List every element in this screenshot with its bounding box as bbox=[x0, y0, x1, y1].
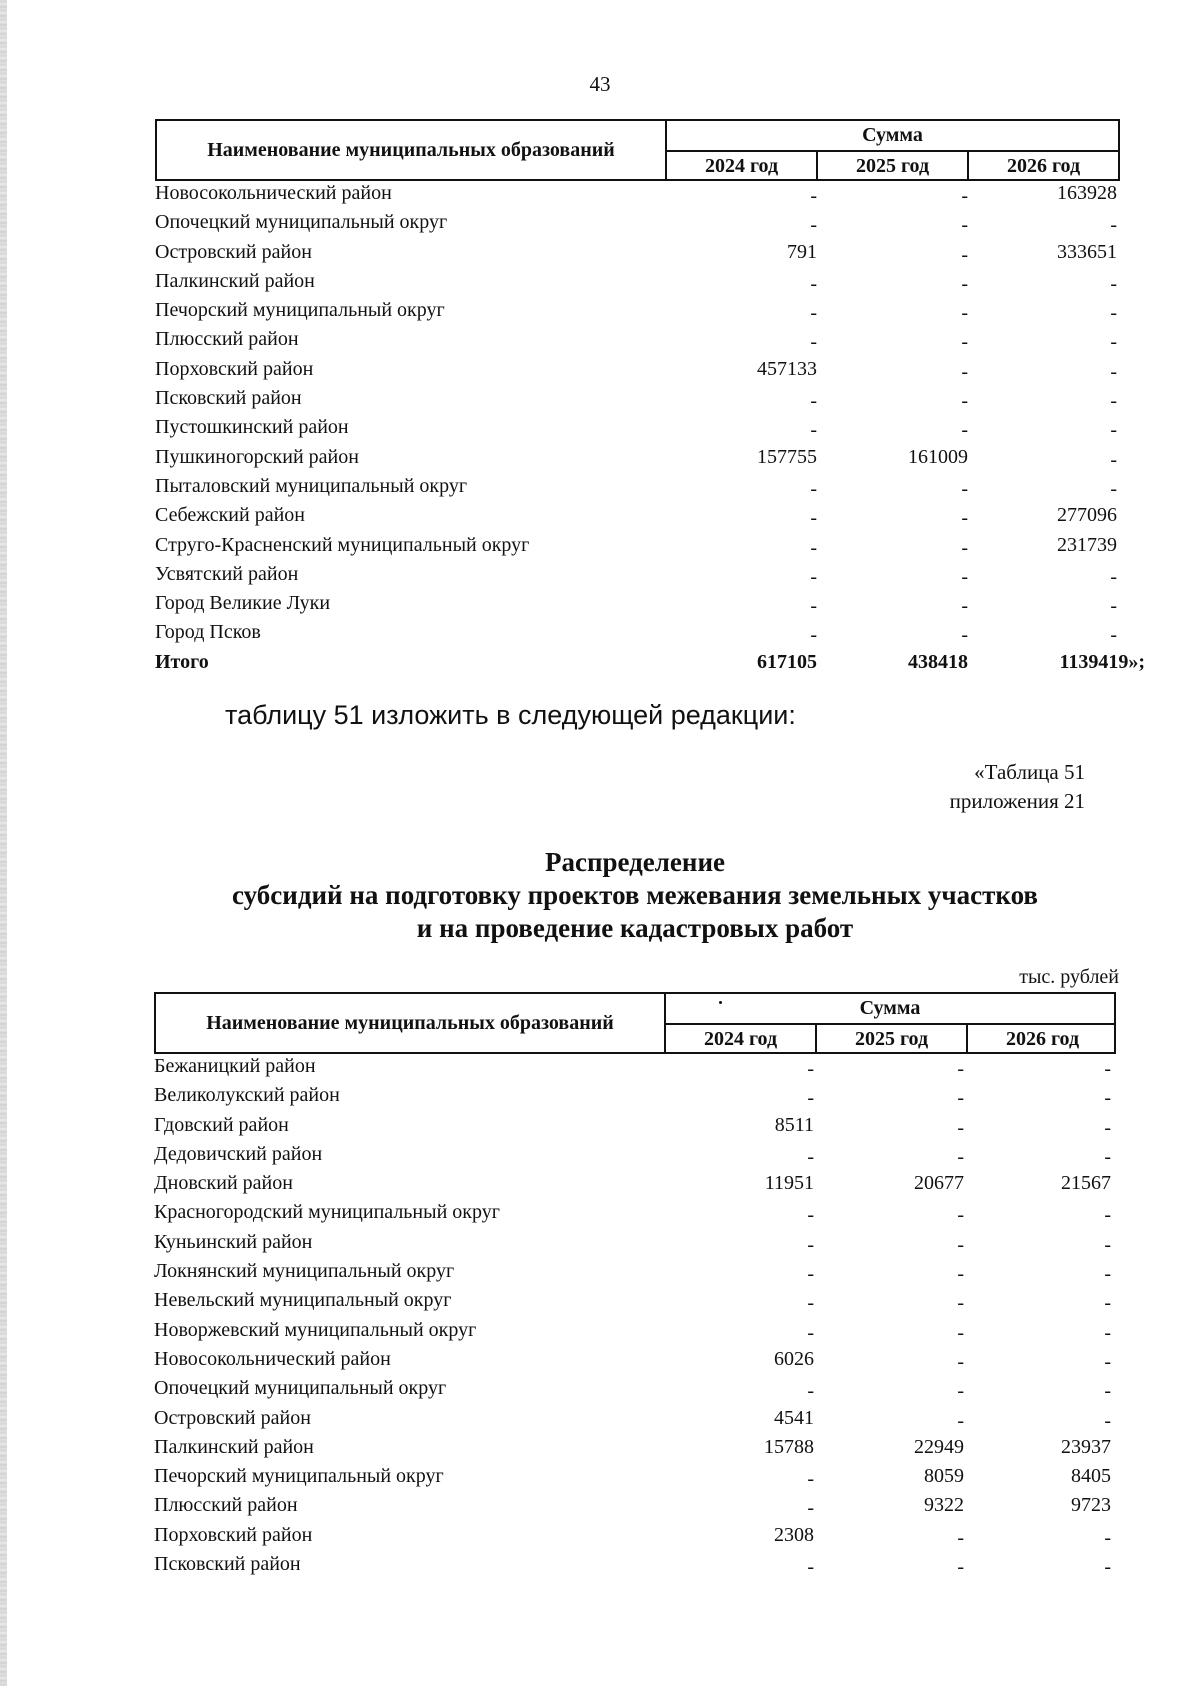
table1-header-year-2026: 2026 год bbox=[1006, 155, 1081, 177]
amount-2026: - bbox=[1104, 1409, 1111, 1432]
amount-2025: - bbox=[961, 419, 968, 442]
amount-2025: - bbox=[961, 507, 968, 530]
amount-2024: 457133 bbox=[757, 357, 817, 380]
total-amount-2025: 438418 bbox=[908, 650, 968, 673]
amount-2024: 8511 bbox=[774, 1113, 814, 1136]
municipality-name: Струго-Красненский муниципальный округ bbox=[155, 533, 530, 556]
amount-2024: - bbox=[810, 302, 817, 325]
amount-2026: - bbox=[1110, 477, 1117, 500]
table-row bbox=[154, 1113, 1119, 1142]
amount-2025: - bbox=[957, 1380, 964, 1403]
amount-2024: - bbox=[807, 1263, 814, 1286]
amount-2024: - bbox=[807, 1058, 814, 1080]
municipality-name: Плюсский район bbox=[154, 1494, 298, 1517]
table-row bbox=[155, 474, 1120, 503]
amount-2025: - bbox=[961, 595, 968, 618]
table-row bbox=[154, 1142, 1119, 1171]
table-row bbox=[154, 1376, 1119, 1405]
amount-2026: - bbox=[1104, 1116, 1111, 1139]
municipality-name: Себежский район bbox=[155, 504, 305, 527]
amount-2026: 21567 bbox=[1061, 1172, 1111, 1195]
municipality-name: Усвятский район bbox=[155, 562, 299, 585]
table2-header-year-2025: 2025 год bbox=[817, 1025, 968, 1052]
amount-2024: - bbox=[810, 214, 817, 237]
amount-2026: 163928 bbox=[1057, 182, 1117, 204]
table-row bbox=[154, 1054, 1119, 1083]
table-row bbox=[155, 503, 1120, 532]
amount-2026: - bbox=[1110, 302, 1117, 325]
amount-2025: - bbox=[957, 1292, 964, 1315]
amount-2024: - bbox=[810, 185, 817, 207]
table-row bbox=[155, 591, 1120, 620]
municipality-name: Псковский район bbox=[155, 387, 302, 410]
amount-2024: - bbox=[807, 1145, 814, 1168]
table-row bbox=[154, 1083, 1119, 1112]
amount-2024: - bbox=[807, 1321, 814, 1344]
municipality-name: Невельский муниципальный округ bbox=[154, 1289, 452, 1312]
table-row bbox=[154, 1552, 1119, 1581]
amount-2024: - bbox=[810, 390, 817, 413]
municipality-name: Опочецкий муниципальный округ bbox=[154, 1377, 447, 1400]
amount-2024: - bbox=[810, 419, 817, 442]
amount-2025: - bbox=[957, 1087, 964, 1110]
amount-2024: 15788 bbox=[764, 1435, 814, 1458]
amount-2025: - bbox=[961, 272, 968, 295]
amount-2026: - bbox=[1104, 1292, 1111, 1315]
table1-header-sum: Сумма bbox=[667, 121, 1118, 152]
amount-2024: - bbox=[807, 1468, 814, 1491]
table-row bbox=[155, 327, 1120, 356]
amount-2026: - bbox=[1104, 1526, 1111, 1549]
amount-2025: - bbox=[961, 243, 968, 266]
total-amount-2024: 617105 bbox=[757, 650, 817, 673]
table1-header-year-2024: 2024 год bbox=[667, 152, 818, 179]
amount-2024: - bbox=[810, 477, 817, 500]
document-title-line3: и на проведение кадастровых работ bbox=[416, 913, 854, 943]
amount-2026: - bbox=[1104, 1087, 1111, 1110]
amount-2024: - bbox=[810, 507, 817, 530]
municipality-name: Порховский район bbox=[155, 357, 314, 380]
table-row bbox=[154, 1200, 1119, 1229]
amount-2024: - bbox=[810, 536, 817, 559]
amount-2024: - bbox=[810, 624, 817, 647]
municipality-name: Локнянский муниципальный округ bbox=[154, 1260, 455, 1283]
amount-2024: - bbox=[810, 595, 817, 618]
table1-header bbox=[155, 119, 1120, 181]
table-row bbox=[154, 1406, 1119, 1435]
amount-2026: - bbox=[1104, 1380, 1111, 1403]
municipality-name: Бежаницкий район bbox=[154, 1055, 316, 1077]
table-row bbox=[154, 1493, 1119, 1522]
table-row bbox=[154, 1259, 1119, 1288]
table-row bbox=[155, 533, 1120, 562]
amount-2026: - bbox=[1104, 1058, 1111, 1080]
amount-2026: 8405 bbox=[1071, 1465, 1111, 1488]
amount-2026: - bbox=[1104, 1263, 1111, 1286]
amount-2025: - bbox=[957, 1233, 964, 1256]
municipality-name: Порховский район bbox=[154, 1523, 313, 1546]
table-row bbox=[154, 1288, 1119, 1317]
amount-2026: - bbox=[1104, 1145, 1111, 1168]
amount-2025: - bbox=[957, 1204, 964, 1227]
amount-2024: - bbox=[807, 1556, 814, 1579]
amount-2024: - bbox=[807, 1380, 814, 1403]
instruction-text: таблицу 51 изложить в следующей редакции: bbox=[225, 700, 796, 730]
municipality-name: Палкинский район bbox=[155, 269, 315, 292]
amount-2025: 9322 bbox=[924, 1494, 964, 1517]
amount-2026: 277096 bbox=[1057, 504, 1117, 527]
table1-body bbox=[155, 181, 1145, 679]
table-row bbox=[154, 1230, 1119, 1259]
amount-2026: 231739 bbox=[1057, 533, 1117, 556]
table-row bbox=[155, 298, 1120, 327]
municipality-name: Островский район bbox=[154, 1406, 311, 1429]
amount-2026: - bbox=[1110, 624, 1117, 647]
amount-2024: - bbox=[807, 1204, 814, 1227]
scan-edge bbox=[0, 0, 7, 1686]
amount-2026: - bbox=[1104, 1204, 1111, 1227]
amount-2026: - bbox=[1104, 1321, 1111, 1344]
table-row bbox=[155, 269, 1120, 298]
amount-2025: - bbox=[961, 477, 968, 500]
amount-2026: - bbox=[1104, 1556, 1111, 1579]
municipality-name: Куньинский район bbox=[154, 1230, 313, 1253]
amount-2026: - bbox=[1110, 214, 1117, 237]
amount-2025: - bbox=[961, 390, 968, 413]
municipality-name: Островский район bbox=[155, 240, 312, 263]
municipality-name: Плюсский район bbox=[155, 328, 299, 351]
amount-2025: - bbox=[957, 1321, 964, 1344]
municipality-name: Дновский район bbox=[154, 1172, 293, 1195]
document-title-line1: Распределение bbox=[544, 847, 726, 877]
table2-header-year-2026: 2026 год bbox=[1005, 1028, 1080, 1050]
amount-2025: - bbox=[957, 1409, 964, 1432]
municipality-name: Печорский муниципальный округ bbox=[154, 1465, 444, 1488]
document-title-line2: субсидий на подготовку проектов межевания земельных участков bbox=[232, 880, 1038, 910]
amount-2024: - bbox=[810, 272, 817, 295]
total-row bbox=[155, 650, 1145, 679]
amount-2026: - bbox=[1104, 1233, 1111, 1256]
table-row bbox=[155, 386, 1120, 415]
table2-header-name: Наименование муниципальных образований bbox=[156, 994, 666, 1052]
amount-2026: - bbox=[1110, 331, 1117, 354]
table-caption-line1: «Таблица 51 bbox=[974, 760, 1085, 784]
municipality-name: Город Великие Луки bbox=[155, 592, 331, 615]
amount-2025: - bbox=[961, 360, 968, 383]
amount-2025: - bbox=[961, 302, 968, 325]
amount-2024: - bbox=[807, 1087, 814, 1110]
municipality-name: Опочецкий муниципальный округ bbox=[155, 211, 448, 234]
table-row bbox=[154, 1523, 1119, 1552]
amount-2025: - bbox=[957, 1556, 964, 1579]
amount-2026: - bbox=[1104, 1350, 1111, 1373]
table-row bbox=[155, 181, 1120, 210]
amount-2025: - bbox=[961, 536, 968, 559]
table-row bbox=[155, 357, 1120, 386]
municipality-name: Пушкиногорский район bbox=[155, 445, 359, 468]
amount-2024: - bbox=[810, 565, 817, 588]
page-number: 43 bbox=[589, 72, 611, 96]
municipality-name: Палкинский район bbox=[154, 1435, 314, 1458]
table2-header-sum: Сумма bbox=[666, 994, 1114, 1025]
total-amount-2026: 1139419»; bbox=[1059, 650, 1145, 673]
amount-2024: - bbox=[807, 1497, 814, 1520]
table-row bbox=[155, 240, 1120, 269]
municipality-name: Пыталовский муниципальный округ bbox=[155, 474, 468, 497]
table-row bbox=[155, 562, 1120, 591]
amount-2024: 6026 bbox=[774, 1347, 814, 1370]
table1-header-year-2025: 2025 год bbox=[818, 152, 969, 179]
amount-2025: - bbox=[957, 1350, 964, 1373]
amount-2024: 791 bbox=[787, 240, 817, 263]
amount-2024: 11951 bbox=[764, 1172, 814, 1195]
amount-2026: 333651 bbox=[1057, 240, 1117, 263]
amount-2026: 23937 bbox=[1061, 1435, 1111, 1458]
total-label: Итого bbox=[155, 650, 209, 673]
amount-2025: 20677 bbox=[914, 1172, 964, 1195]
table-row bbox=[154, 1347, 1119, 1376]
amount-2026: - bbox=[1110, 419, 1117, 442]
amount-2024: 4541 bbox=[774, 1406, 814, 1429]
municipality-name: Дедовичский район bbox=[154, 1142, 323, 1165]
amount-2026: 9723 bbox=[1071, 1494, 1111, 1517]
municipality-name: Город Псков bbox=[155, 621, 261, 644]
municipality-name: Новоржевский муниципальный округ bbox=[154, 1318, 477, 1341]
amount-2025: - bbox=[961, 565, 968, 588]
amount-2025: 22949 bbox=[914, 1435, 964, 1458]
amount-2025: - bbox=[961, 214, 968, 237]
table2-header-year-2024: 2024 год bbox=[666, 1025, 817, 1052]
table2-body bbox=[154, 1054, 1119, 1581]
table1-header-name: Наименование муниципальных образований bbox=[157, 121, 667, 179]
table-row bbox=[154, 1435, 1119, 1464]
municipality-name: Псковский район bbox=[154, 1553, 301, 1576]
amount-2025: - bbox=[957, 1263, 964, 1286]
amount-2026: - bbox=[1110, 360, 1117, 383]
table-row bbox=[155, 210, 1120, 239]
amount-2025: - bbox=[957, 1145, 964, 1168]
amount-2026: - bbox=[1110, 390, 1117, 413]
amount-2025: - bbox=[961, 624, 968, 647]
table2-header bbox=[154, 992, 1116, 1054]
amount-2024: - bbox=[807, 1292, 814, 1315]
table-row bbox=[154, 1464, 1119, 1493]
municipality-name: Красногородский муниципальный округ bbox=[154, 1201, 500, 1224]
amount-2025: - bbox=[957, 1526, 964, 1549]
amount-2025: - bbox=[957, 1058, 964, 1080]
amount-2026: - bbox=[1110, 595, 1117, 618]
amount-2024: 2308 bbox=[774, 1523, 814, 1546]
table-row bbox=[155, 620, 1120, 649]
table-caption-line2: приложения 21 bbox=[949, 789, 1085, 813]
municipality-name: Печорский муниципальный округ bbox=[155, 299, 445, 322]
amount-2025: - bbox=[961, 185, 968, 207]
amount-2025: 161009 bbox=[908, 445, 968, 468]
table-row bbox=[155, 415, 1120, 444]
amount-2026: - bbox=[1110, 565, 1117, 588]
municipality-name: Гдовский район bbox=[154, 1113, 289, 1136]
amount-2025: - bbox=[957, 1116, 964, 1139]
table-row bbox=[154, 1318, 1119, 1347]
amount-2024: - bbox=[807, 1233, 814, 1256]
amount-2026: - bbox=[1110, 272, 1117, 295]
units-label: тыс. рублей bbox=[1019, 966, 1119, 988]
amount-2025: 8059 bbox=[924, 1465, 964, 1488]
amount-2024: 157755 bbox=[757, 445, 817, 468]
table-row bbox=[155, 445, 1120, 474]
amount-2025: - bbox=[961, 331, 968, 354]
municipality-name: Пустошкинский район bbox=[155, 416, 349, 439]
amount-2026: - bbox=[1110, 448, 1117, 471]
municipality-name: Новосокольнический район bbox=[155, 182, 392, 204]
amount-2024: - bbox=[810, 331, 817, 354]
scan-speck bbox=[719, 1001, 722, 1004]
municipality-name: Новосокольнический район bbox=[154, 1347, 391, 1370]
table-row bbox=[154, 1171, 1119, 1200]
municipality-name: Великолукский район bbox=[154, 1084, 340, 1107]
